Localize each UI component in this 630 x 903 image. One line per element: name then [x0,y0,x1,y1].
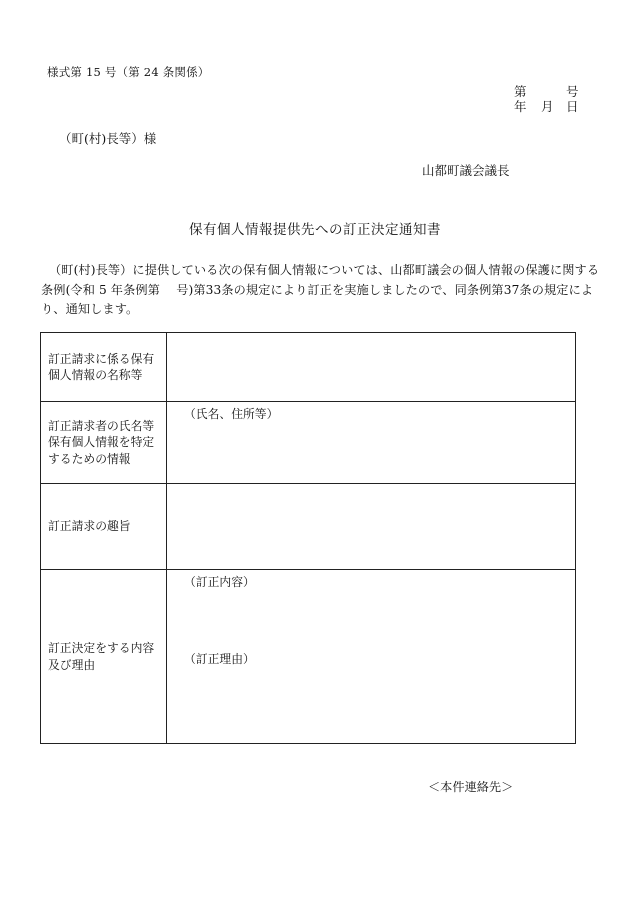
table-row [41,570,575,743]
row-label-cell [41,402,167,483]
document-title: 保有個人情報提供先への訂正決定通知書 [189,222,441,238]
body-line: （町(村)長等）に提供している次の保有個人情報については、山都町議会の個人情報の保護に関する [49,263,600,277]
row-note: （訂正内容） [184,575,255,589]
date-month: 月 [541,99,554,114]
notification-table [40,332,576,744]
contact-heading: ＜本件連絡先＞ [428,780,514,794]
row-note: （氏名、住所等） [184,407,279,421]
row-label: 訂正決定をする内容及び理由 [48,641,155,672]
row-label: 訂正請求者の氏名等保有個人情報を特定するための情報 [48,418,155,466]
table-row [41,402,575,484]
body-line: り、通知します。 [41,302,139,316]
form-number: 様式第 15 号（第 24 条関係） [47,65,210,79]
table-row [41,484,575,570]
row-label: 訂正請求に係る保有個人情報の名称等 [48,351,155,382]
sender: 山都町議会議長 [422,163,510,178]
table-row [41,333,575,402]
row-label-cell [41,333,167,401]
date-year: 年 [514,99,527,114]
date-day: 日 [566,99,579,114]
row-label-cell [41,484,167,569]
document-number-prefix: 第 [514,84,527,99]
row-label: 訂正請求の趣旨 [48,519,131,534]
body-text [41,261,600,320]
body-line: 条例(令和 5 年条例第 号)第33条の規定により訂正を実施しましたので、同条例第37条の規定によ [41,282,594,297]
document-number-suffix: 号 [566,84,579,99]
addressee: （町(村)長等）様 [59,131,157,146]
row-note: （訂正理由） [184,652,255,666]
row-label-cell [41,570,167,743]
